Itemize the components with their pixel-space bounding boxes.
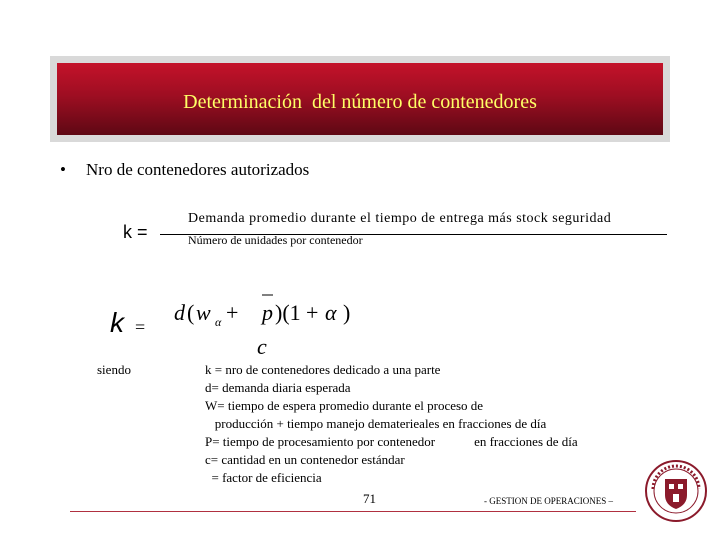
definition-line: d= demanda diaria esperada: [205, 380, 351, 395]
page-number: 71: [363, 491, 376, 506]
footer-divider: [70, 511, 636, 512]
bullet-item: [60, 160, 309, 180]
svg-text:p: p: [262, 300, 273, 325]
formula2-numerator: [174, 295, 350, 329]
formula2-lhs: k: [110, 307, 124, 338]
definition-line: W= tiempo de espera promedio durante el proceso de: [205, 398, 484, 413]
svg-text:w: w: [196, 300, 211, 325]
siendo-label: siendo: [97, 362, 131, 377]
svg-text:+: +: [226, 300, 239, 325]
formula1-lhs: k =: [123, 222, 148, 242]
svg-text:): ): [343, 300, 351, 325]
formula1-numerator: Demanda promedio durante el tiempo de entrega más stock seguridad: [188, 211, 612, 226]
definition-line: = factor de eficiencia: [205, 470, 322, 485]
definition-line: k = nro de contenedores dedicado a una parte: [205, 362, 441, 377]
svg-text:)(1: )(1: [275, 300, 301, 325]
definition-line: c= cantidad en un contenedor estándar: [205, 452, 405, 467]
definition-line: P= tiempo de procesamiento por contenedor en fracciones de día: [205, 434, 578, 449]
formula2: [108, 286, 368, 362]
svg-text:α: α: [215, 315, 222, 329]
definition-line: producción + tiempo manejo dematerieales en fracciones de día: [205, 416, 547, 431]
bullet-text: Nro de contenedores autorizados: [86, 160, 310, 179]
bullet-dot-icon: •: [60, 160, 66, 179]
formula2-equals: =: [135, 317, 146, 337]
university-seal-icon: [641, 459, 711, 523]
formula1-denominator: Número de unidades por contenedor: [188, 233, 363, 247]
svg-text:d: d: [174, 300, 185, 325]
definitions-list: [205, 361, 578, 487]
formula2-denominator: c: [257, 334, 267, 359]
svg-text:α: α: [325, 300, 337, 325]
footer-label: - GESTION DE OPERACIONES –: [484, 496, 613, 506]
slide-title: Determinación del número de contenedores: [183, 90, 537, 113]
svg-text:(: (: [187, 300, 195, 325]
title-banner: [57, 63, 663, 135]
svg-text:+: +: [306, 300, 319, 325]
